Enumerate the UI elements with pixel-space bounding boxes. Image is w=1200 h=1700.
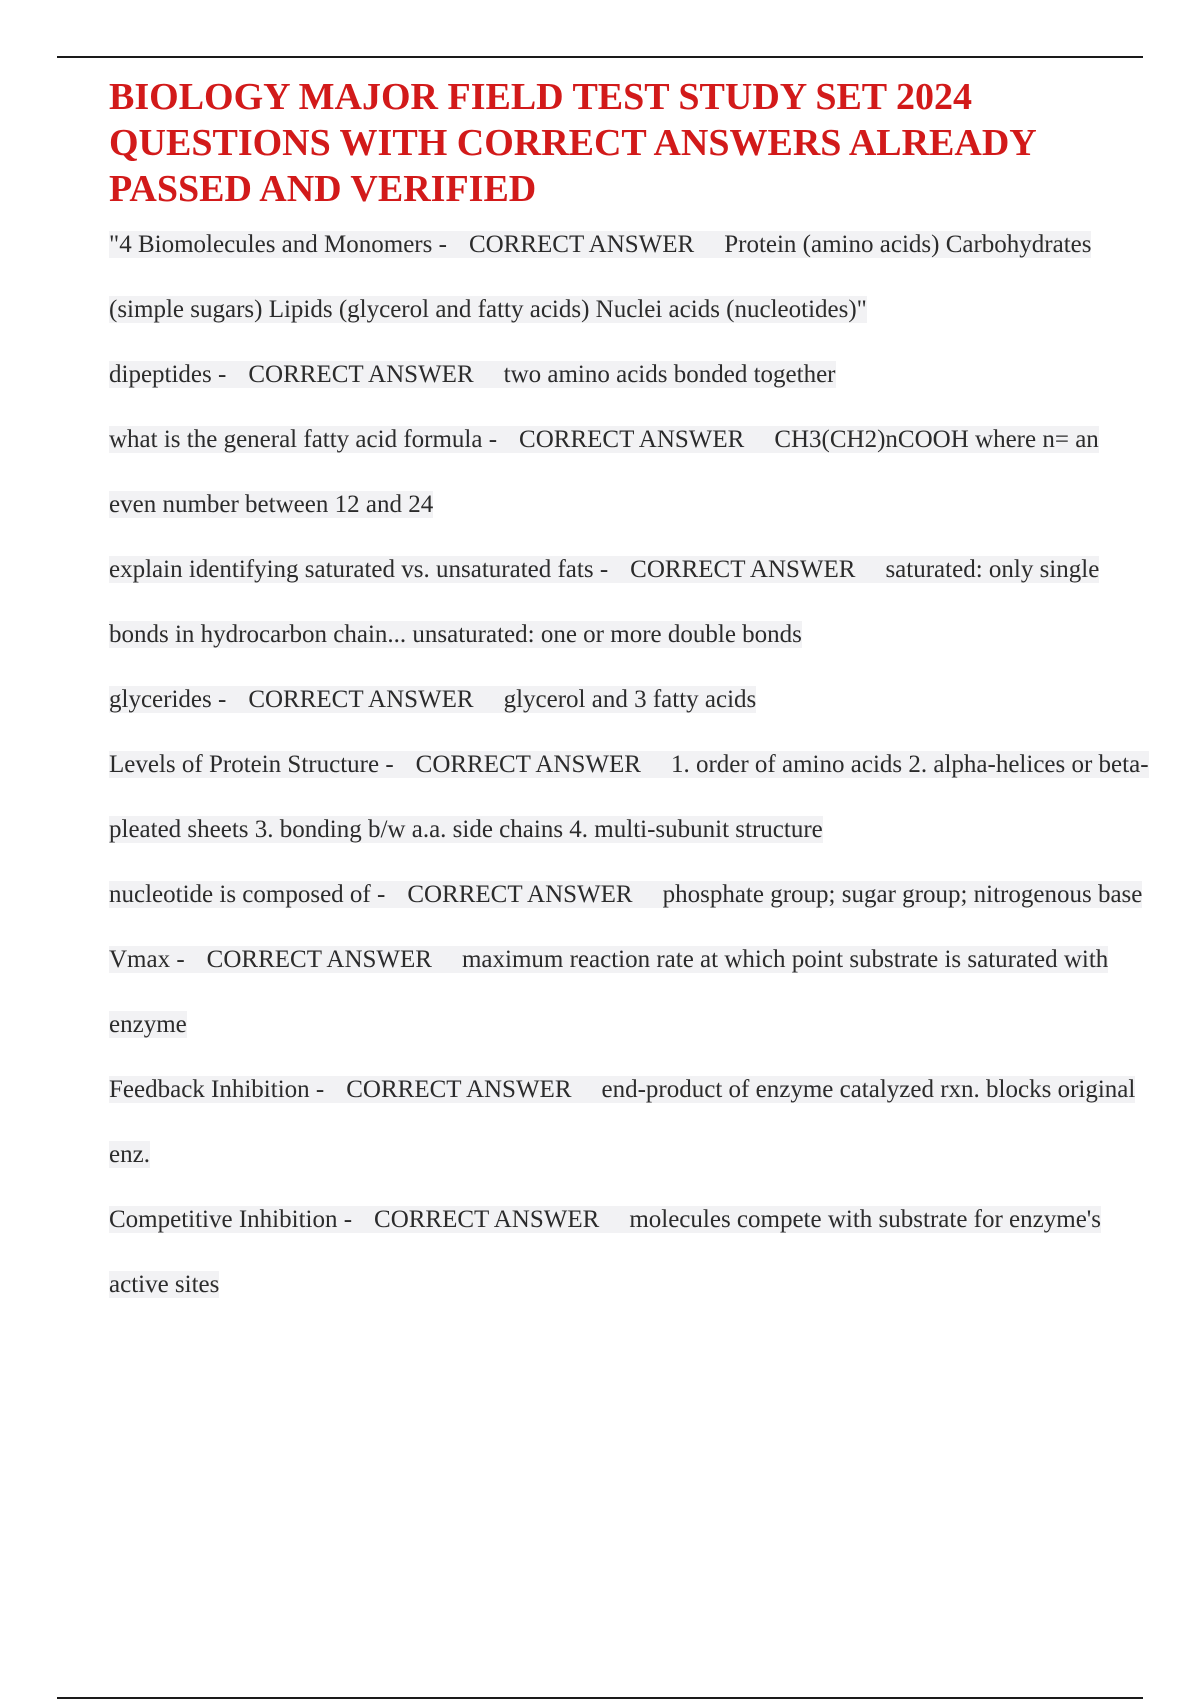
question-text: "4 Biomolecules and Monomers - [109,231,447,258]
question-text: glycerides - [109,686,227,713]
correct-answer-label: CORRECT ANSWER [352,1206,605,1233]
bottom-divider [57,1697,1143,1699]
document-title: BIOLOGY MAJOR FIELD TEST STUDY SET 2024 QUESTIONS WITH CORRECT ANSWERS ALREADY PASSED AND VERIFIED [109,76,1036,210]
qa-list [109,212,1149,1317]
qa-item [109,1057,1149,1187]
qa-item [109,927,1149,1057]
correct-answer-label: CORRECT ANSWER [226,361,479,388]
qa-item [109,342,1149,407]
correct-answer-label: CORRECT ANSWER [497,426,750,453]
qa-item [109,862,1149,927]
top-divider [57,56,1143,58]
correct-answer-label: CORRECT ANSWER [608,556,861,583]
answer-text: saturated: only single bonds in hydrocarbon chain... unsaturated: one or more double bonds [109,556,1100,648]
correct-answer-label: CORRECT ANSWER [185,946,438,973]
question-text: what is the general fatty acid formula - [109,426,498,453]
answer-text: maximum reaction rate at which point substrate is saturated with enzyme [109,946,1109,1038]
qa-item [109,1187,1149,1317]
qa-item [109,537,1149,667]
question-text: explain identifying saturated vs. unsaturated fats - [109,556,609,583]
qa-item [109,667,1149,732]
answer-text: CH3(CH2)nCOOH where n= an even number between 12 and 24 [109,426,1099,518]
answer-text: 1. order of amino acids 2. alpha-helices or beta-pleated sheets 3. bonding b/w a.a. side chains 4. multi-subunit structure [109,751,1149,843]
question-text: dipeptides - [109,361,227,388]
qa-item [109,407,1149,537]
question-text: Feedback Inhibition - [109,1076,325,1103]
correct-answer-label: CORRECT ANSWER [394,751,647,778]
answer-text: two amino acids bonded together [480,361,836,388]
qa-item [109,732,1149,862]
question-text: nucleotide is composed of - [109,881,386,908]
correct-answer-label: CORRECT ANSWER [324,1076,577,1103]
answer-text: Protein (amino acids) Carbohydrates (simple sugars) Lipids (glycerol and fatty acids) Nuclei acids (nucleotides)" [109,231,1092,323]
correct-answer-label: CORRECT ANSWER [447,231,700,258]
question-text: Vmax - [109,946,185,973]
answer-text: phosphate group; sugar group; nitrogenous base [639,881,1143,908]
answer-text: end-product of enzyme catalyzed rxn. blocks original enz. [109,1076,1136,1168]
correct-answer-label: CORRECT ANSWER [385,881,638,908]
question-text: Levels of Protein Structure - [109,751,394,778]
answer-text: molecules compete with substrate for enzyme's active sites [109,1206,1102,1298]
qa-item [109,212,1149,342]
correct-answer-label: CORRECT ANSWER [226,686,479,713]
answer-text: glycerol and 3 fatty acids [480,686,757,713]
question-text: Competitive Inhibition - [109,1206,353,1233]
